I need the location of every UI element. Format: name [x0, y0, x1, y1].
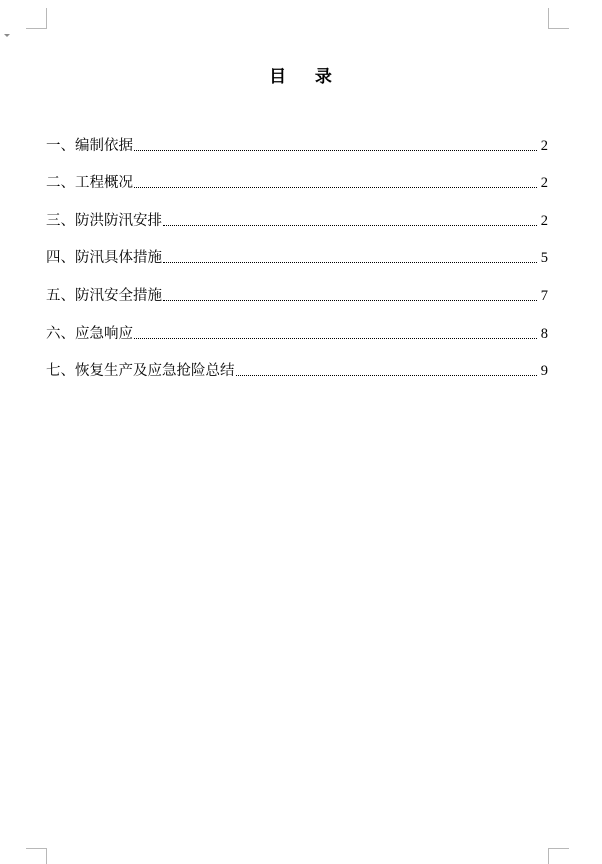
toc-dot-leader	[236, 375, 538, 376]
toc-entry-label: 二、工程概况	[46, 175, 133, 192]
toc-dot-leader	[163, 300, 537, 301]
crop-mark-bottom-right	[548, 848, 569, 864]
crop-mark-top-left	[26, 8, 47, 29]
toc-page-number: 2	[540, 212, 548, 229]
collapse-caret-icon[interactable]	[4, 34, 10, 37]
toc-dot-leader	[134, 150, 537, 151]
toc-page-number: 9	[540, 363, 548, 380]
crop-mark-bottom-left	[26, 848, 47, 864]
toc-entry[interactable]	[46, 118, 548, 156]
toc-entry[interactable]	[46, 344, 548, 382]
toc-dot-leader	[134, 187, 537, 188]
page-title: 目 录	[269, 67, 333, 87]
toc-dot-leader	[134, 338, 537, 339]
toc-dot-leader	[163, 262, 537, 263]
toc-entry-label: 三、防洪防汛安排	[46, 212, 162, 229]
toc-entry[interactable]	[46, 156, 548, 194]
toc-entry-label: 一、编制依据	[46, 137, 133, 154]
toc-page-number: 2	[540, 137, 548, 154]
toc-page-number: 8	[540, 325, 548, 342]
toc-entry-label: 五、防汛安全措施	[46, 287, 162, 304]
toc-entry[interactable]	[46, 306, 548, 344]
toc-page-number: 2	[540, 175, 548, 192]
toc-entry[interactable]	[46, 193, 548, 231]
toc-dot-leader	[163, 225, 537, 226]
crop-mark-top-right	[548, 8, 569, 29]
toc-entry[interactable]	[46, 268, 548, 306]
table-of-contents	[46, 118, 548, 381]
toc-page-number: 7	[540, 287, 548, 304]
toc-entry-label: 四、防汛具体措施	[46, 250, 162, 267]
toc-entry-label: 六、应急响应	[46, 325, 133, 342]
toc-page-number: 5	[540, 250, 548, 267]
toc-entry-label: 七、恢复生产及应急抢险总结	[46, 363, 235, 380]
toc-entry[interactable]	[46, 231, 548, 269]
